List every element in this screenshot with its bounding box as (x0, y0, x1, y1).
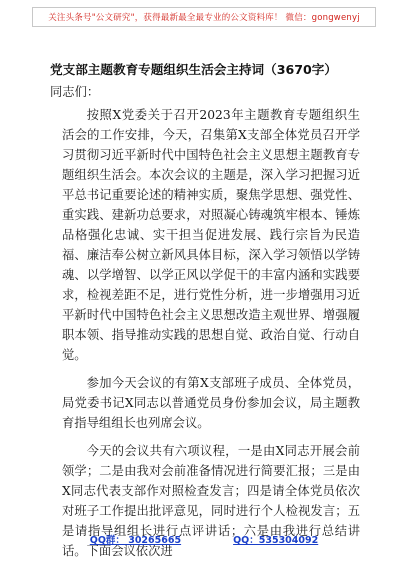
footer-contact (0, 532, 408, 548)
document-title: 党支部主题教育专题组织生活会主持词（3670字） (50, 62, 337, 77)
footer-qq[interactable]: QQ：535304092 (233, 535, 319, 546)
document-body (62, 105, 360, 569)
top-banner: 关注头条号"公文研究"，获得最新最全最专业的公文资料库！ 微信：gongwenyj (32, 7, 376, 27)
greeting: 同志们： (50, 85, 100, 99)
paragraph-1: 按照X党委关于召开2023年主题教育专题组织生活会的工作安排，今天，召集第X支部全体党员召开学习贯彻习近平新时代中国特色社会主义思想主题教育专题组织生活会。本次会议的主题是，深入学习把握习近平总书记重要论述的精神实质，聚焦学思想、强党性、重实践、建新功总要求，对照凝心铸魂筑牢根本、锤炼品格强化忠诚、实干担当促进发展、践行宗旨为民造福、廉洁奉公树立新风具体目标，深入学习领悟以学铸魂、以学增智、以学正风以学促干的丰富内涵和实践要求，检视差距不足，进行党性分析，进一步增强用习近平新时代中国特色社会主义思想改造主观世界、增强履职本领、指导推动实践的思想自觉、政治自觉、行动自觉。 (62, 108, 360, 362)
footer-qq-group[interactable]: QQ群： 30265665 (89, 535, 182, 546)
paragraph-3: 今天的会议共有六项议程，一是由X同志开展会前领学；二是由我对会前准备情况进行简要汇报；三是由X同志代表支部作对照检查发言；四是请全体党员依次对班子工作提出批评意见，同时进行个人检视发言；五是请指导组组长进行点评讲话；六是由我进行总结讲话。下面会议依次进 (62, 444, 360, 558)
paragraph-2: 参加今天会议的有第X支部班子成员、全体党员，局党委书记X同志以普通党员身份参加会议，局主题教育指导组组长也列席会议。 (62, 376, 360, 430)
